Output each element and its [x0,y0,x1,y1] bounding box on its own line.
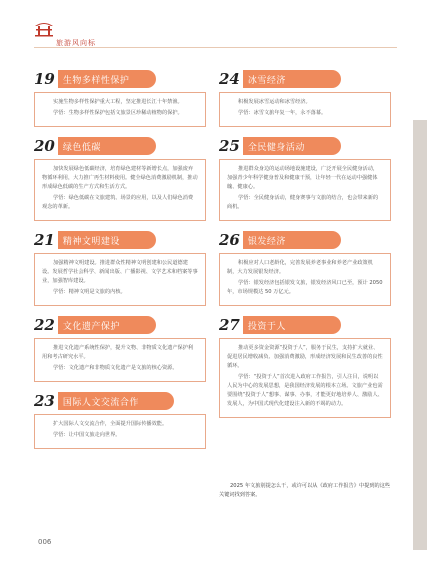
section-title: 精神文明建设 [62,236,120,247]
section-paragraph: 实施生物多样性保护重大工程，坚定推进长江十年禁渔。 [53,99,183,105]
section-paragraph: 学悟：生物多样性保护包括文旅景区珍稀动植物的保护。 [53,110,183,116]
section-paragraph: 学悟：精神文明是文旅的内核。 [53,289,126,295]
section-tab [34,316,156,334]
section-paragraph: 学悟：冰雪文旅年复一年，永不落幕。 [238,110,327,116]
section-body [219,338,391,418]
keyword-section [34,70,206,127]
header-divider [34,47,397,48]
section-tab [34,70,156,88]
section-title: 投资于人 [247,321,286,332]
page-number: 006 [38,538,52,546]
section-number: 25 [217,137,243,155]
section-paragraph: 扩大国际人文交流合作，全面提升国际传播效能。 [53,421,168,427]
section-number: 26 [217,231,243,249]
section-title: 绿色低碳 [62,142,101,153]
keyword-section [34,137,206,221]
keyword-section [34,316,206,382]
section-paragraph: 学悟：绿色低碳在文旅建筑、场景的应用，以及人们绿色消费观念的革新。 [42,195,194,210]
page-edge [413,120,427,550]
section-number: 19 [32,70,58,88]
keyword-section [34,231,206,306]
section-number: 21 [32,231,58,249]
section-paragraph: 学悟：让中国文旅走向世界。 [53,432,121,438]
page-header [0,0,427,52]
section-number: 20 [32,137,58,155]
section-number: 27 [217,316,243,334]
right-column [219,70,391,428]
section-paragraph: 加快发展绿色低碳经济，培育绿色建材等新增长点，加强废弃物循环利用，大力推广再生材料使用。健全绿色消费激励机制，推动形成绿色低碳的生产方式和生活方式。 [42,166,198,190]
section-paragraph: 加强精神文明建设。推进群众性精神文明创建和公民道德建设。发展哲学社会科学、新闻出版、广播影视、文学艺术和档案等事业，加强智库建设。 [42,260,198,284]
section-body [34,159,206,221]
section-body [219,92,391,127]
section-paragraph: 学悟：银发经济包括银发文旅，银发经济风口已至，预计 2050 年，市场规模达 50 万亿元。 [227,280,383,295]
header-title: 旅游风向标 [56,39,96,47]
section-title: 国际人文交流合作 [62,397,139,408]
section-number: 24 [217,70,243,88]
closing-note: 2025 年文旅别提怎么干，或许可以从《政府工作报告》中提到的这些关键词找到答案。 [219,483,391,498]
section-tab [219,137,341,155]
section-title: 银发经济 [247,236,286,247]
section-tab [34,392,174,410]
left-column [34,70,206,459]
section-tab [219,70,341,88]
section-number: 22 [32,316,58,334]
keyword-section [219,70,391,127]
section-paragraph: 学悟：“投资于人”首次进入政府工作报告，引人注目，说明以人民为中心的发展思想，是我国经济发展的根本立场。文旅产业也需要围绕“投资于人”想事、谋事、办事，才能更好地培养人、激励人、发展人，为中国式现代化建设注入新的不竭的动力。 [227,374,383,407]
pagoda-icon [34,21,54,37]
section-body [34,253,206,306]
section-body [34,338,206,382]
section-title: 生物多样性保护 [62,75,130,86]
section-title: 文化遗产保护 [62,321,120,332]
section-paragraph: 积极应对人口老龄化，完善发展养老事业和养老产业政策机制，大力发展银发经济。 [227,260,373,275]
section-title: 全民健身活动 [247,142,305,153]
section-body [219,253,391,306]
section-paragraph: 推进文化遗产系统性保护，提升文物、非物质文化遗产保护利用和考古研究水平。 [42,345,194,360]
section-number: 23 [32,392,58,410]
keyword-section [34,392,206,449]
section-paragraph: 学悟：文化遗产和非物质文化遗产是文旅的核心资源。 [53,365,178,371]
section-body [219,159,391,221]
keyword-section [219,316,391,418]
section-tab [34,231,156,249]
section-tab [219,231,341,249]
section-paragraph: 学悟：全民健身活动，健身赛事与文旅的结合，也会带来新的商机。 [227,195,379,210]
section-body [34,414,206,449]
section-tab [34,137,156,155]
keyword-section [219,137,391,221]
section-paragraph: 积极发展冰雪运动和冰雪经济。 [238,99,311,105]
section-title: 冰雪经济 [247,75,286,86]
section-paragraph: 推进群众身边的运动场地设施建设，广泛开展全民健身活动，加强青少年科学健身普及和健康干预，让年轻一代在运动中强健体魄、健康心。 [227,166,379,190]
section-body [34,92,206,127]
section-paragraph: 推动更多资金资源“投资于人”，服务于民生，支持扩大就业、促进居民增收减负、加强消费激励，形成经济发展和民生改善的良性循环。 [227,345,383,369]
section-tab [219,316,341,334]
keyword-section [219,231,391,306]
